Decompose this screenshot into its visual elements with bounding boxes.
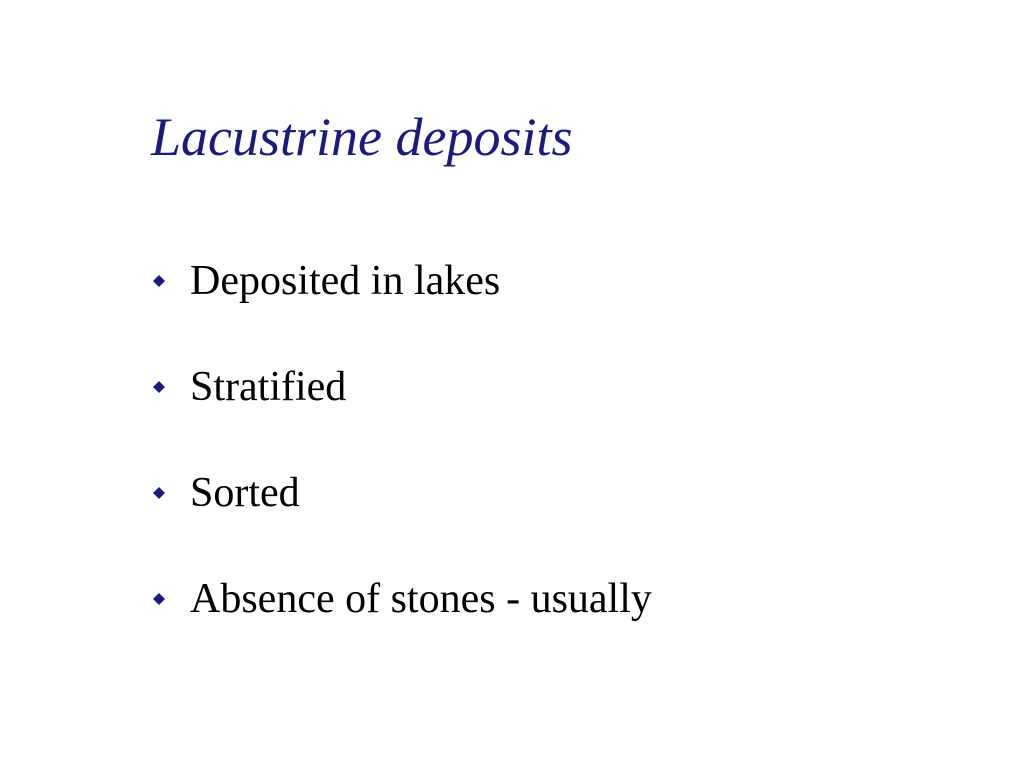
bullet-text: Sorted (190, 470, 300, 516)
list-item (153, 254, 652, 308)
list-item (153, 360, 652, 414)
diamond-bullet-icon (153, 593, 165, 605)
list-item (153, 466, 652, 520)
diamond-bullet-icon (153, 381, 165, 393)
bullet-text: Deposited in lakes (190, 258, 501, 304)
slide-title: Lacustrine deposits (151, 107, 573, 167)
bullet-text: Absence of stones - usually (190, 576, 652, 622)
diamond-bullet-icon (153, 487, 165, 499)
diamond-bullet-icon (153, 275, 165, 287)
list-item (153, 572, 652, 626)
bullet-list (153, 254, 652, 678)
bullet-text: Stratified (190, 364, 347, 410)
